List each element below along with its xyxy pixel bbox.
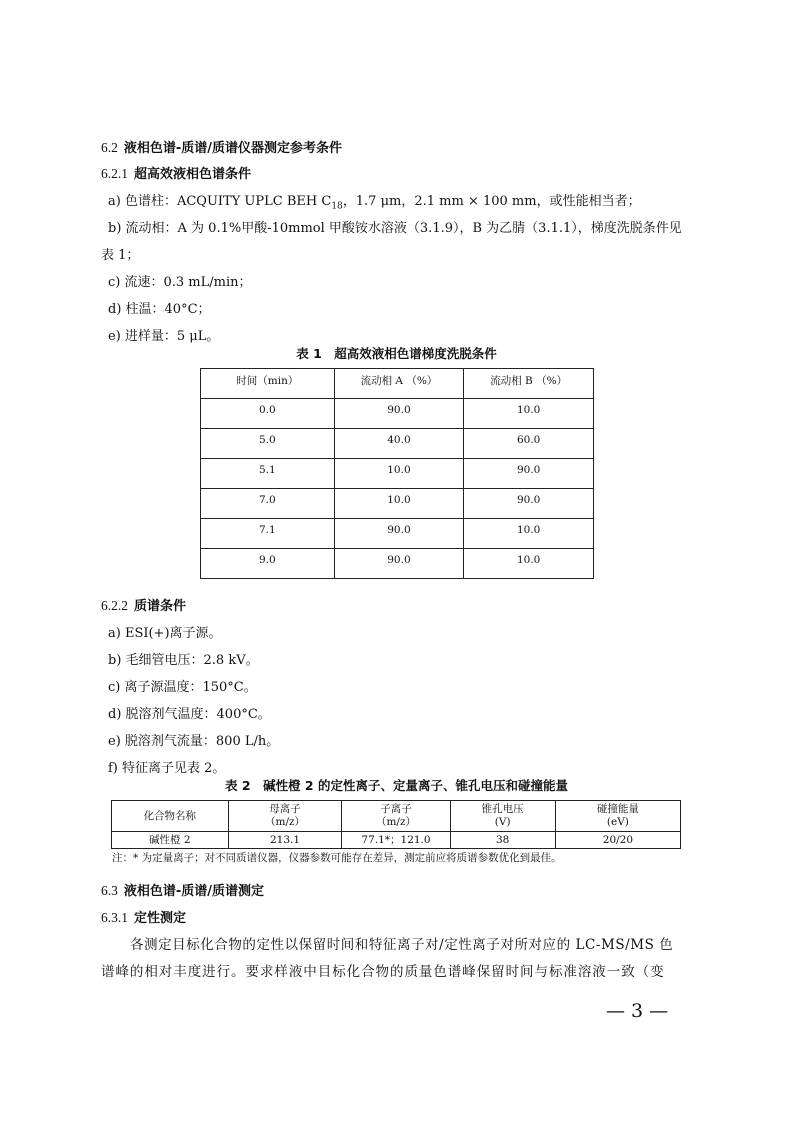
cell-phase-a: 10.0 bbox=[334, 459, 464, 489]
lc-item-c: c) 流速：0.3 mL/min； bbox=[108, 275, 252, 290]
gradient-table bbox=[200, 368, 594, 579]
table-header-row bbox=[201, 369, 594, 399]
section-title: 液相色谱-质谱/质谱测定 bbox=[123, 884, 265, 899]
table2-note: 注：* 为定量离子；对不同质谱仪器，仪器参数可能存在差异，测定前应将质谱参数优化到最佳。 bbox=[112, 852, 562, 864]
header-compound-label: 化合物名称 bbox=[143, 809, 197, 822]
header-collision-l1: 碰撞能量 bbox=[596, 803, 639, 815]
header-cone-l2: (V) bbox=[494, 816, 511, 828]
cell-phase-b: 10.0 bbox=[464, 519, 594, 549]
lc-item-e: e) 进样量：5 μL。 bbox=[108, 329, 220, 344]
table2-caption: 表 2 碱性橙 2 的定性离子、定量离子、锥孔电压和碰撞能量 bbox=[225, 778, 568, 793]
section-heading-6-2 bbox=[101, 137, 342, 156]
section-number: 6.2.2 bbox=[101, 598, 128, 613]
section-title: 超高效液相色谱条件 bbox=[134, 167, 252, 182]
header-precursor-l2: （m/z） bbox=[265, 816, 306, 828]
cell-phase-b: 60.0 bbox=[464, 429, 594, 459]
cell-time: 9.0 bbox=[201, 549, 335, 579]
lc-item-a-subscript: 18 bbox=[331, 201, 343, 212]
section-heading-6-3-1 bbox=[101, 907, 186, 926]
cell-phase-b: 10.0 bbox=[464, 549, 594, 579]
header-product-l2: （m/z） bbox=[375, 816, 416, 828]
header-product-l1: 子离子 bbox=[380, 803, 412, 815]
header-product bbox=[342, 801, 450, 832]
ms-item-c: c) 离子源温度：150°C。 bbox=[108, 680, 257, 695]
header-precursor bbox=[228, 801, 342, 832]
table1-caption: 表 1 超高效液相色谱梯度洗脱条件 bbox=[296, 346, 497, 361]
cell-cone-voltage: 38 bbox=[450, 832, 555, 849]
table-row bbox=[112, 832, 681, 849]
header-phase-a: 流动相 A （%） bbox=[334, 369, 464, 399]
section-heading-6-2-1 bbox=[101, 163, 251, 182]
table-row bbox=[201, 429, 594, 459]
section-number: 6.2 bbox=[101, 140, 118, 155]
lc-item-a-text: a) 色谱柱：ACQUITY UPLC BEH C bbox=[108, 194, 332, 209]
table-row bbox=[201, 519, 594, 549]
cell-phase-b: 90.0 bbox=[464, 459, 594, 489]
cell-precursor: 213.1 bbox=[228, 832, 342, 849]
section-heading-6-2-2 bbox=[101, 595, 186, 614]
header-precursor-l1: 母离子 bbox=[269, 803, 301, 815]
ms-item-e: e) 脱溶剂气流量：800 L/h。 bbox=[108, 734, 280, 749]
lc-item-a-text-end: ，1.7 μm，2.1 mm × 100 mm，或性能相当者； bbox=[342, 194, 641, 209]
lc-item-b: b) 流动相：A 为 0.1%甲酸-10mmol 甲酸铵水溶液（3.1.9），B 为乙腈（3.1.1），梯度洗脱条件见 bbox=[108, 221, 682, 236]
cell-time: 0.0 bbox=[201, 399, 335, 429]
cell-phase-a: 90.0 bbox=[334, 549, 464, 579]
page-number: — 3 — bbox=[606, 1000, 669, 1022]
header-cone-l1: 锥孔电压 bbox=[481, 803, 524, 815]
paragraph-line-2: 谱峰的相对丰度进行。要求样液中目标化合物的质量色谱峰保留时间与标准溶液一致（变 bbox=[101, 964, 665, 980]
cell-phase-a: 10.0 bbox=[334, 489, 464, 519]
section-number: 6.3 bbox=[101, 883, 118, 898]
table-row bbox=[201, 489, 594, 519]
header-phase-b: 流动相 B （%） bbox=[464, 369, 594, 399]
table-header-row bbox=[112, 801, 681, 832]
cell-time: 7.1 bbox=[201, 519, 335, 549]
lc-item-b-cont: 表 1； bbox=[101, 248, 140, 263]
ms-item-f: f) 特征离子见表 2。 bbox=[108, 761, 226, 776]
cell-time: 5.0 bbox=[201, 429, 335, 459]
ion-table bbox=[111, 800, 681, 849]
header-time: 时间（min） bbox=[201, 369, 335, 399]
table-row bbox=[201, 549, 594, 579]
ms-item-d: d) 脱溶剂气温度：400°C。 bbox=[108, 707, 271, 722]
lc-item-a bbox=[108, 190, 641, 212]
section-title: 液相色谱-质谱/质谱仪器测定参考条件 bbox=[123, 141, 343, 156]
section-number: 6.3.1 bbox=[101, 910, 128, 925]
section-title: 质谱条件 bbox=[134, 599, 187, 614]
section-heading-6-3 bbox=[101, 880, 264, 899]
ms-item-a: a) ESI(+)离子源。 bbox=[108, 626, 222, 641]
cell-phase-a: 90.0 bbox=[334, 519, 464, 549]
cell-phase-a: 40.0 bbox=[334, 429, 464, 459]
lc-item-d: d) 柱温：40°C； bbox=[108, 302, 211, 317]
cell-phase-b: 90.0 bbox=[464, 489, 594, 519]
header-cone-voltage bbox=[450, 801, 555, 832]
cell-collision-energy: 20/20 bbox=[555, 832, 680, 849]
ms-item-b: b) 毛细管电压：2.8 kV。 bbox=[108, 653, 259, 668]
cell-time: 5.1 bbox=[201, 459, 335, 489]
section-title: 定性测定 bbox=[134, 911, 187, 926]
section-number: 6.2.1 bbox=[101, 166, 128, 181]
table-row bbox=[201, 399, 594, 429]
cell-product: 77.1*；121.0 bbox=[342, 832, 450, 849]
header-collision-energy bbox=[555, 801, 680, 832]
cell-compound: 碱性橙 2 bbox=[112, 832, 229, 849]
header-compound bbox=[112, 801, 229, 832]
header-collision-l2: (eV) bbox=[606, 816, 629, 828]
cell-time: 7.0 bbox=[201, 489, 335, 519]
paragraph-line-1: 各测定目标化合物的定性以保留时间和特征离子对/定性离子对所对应的 LC-MS/MS 色 bbox=[130, 937, 674, 953]
table-row bbox=[201, 459, 594, 489]
cell-phase-a: 90.0 bbox=[334, 399, 464, 429]
cell-phase-b: 10.0 bbox=[464, 399, 594, 429]
